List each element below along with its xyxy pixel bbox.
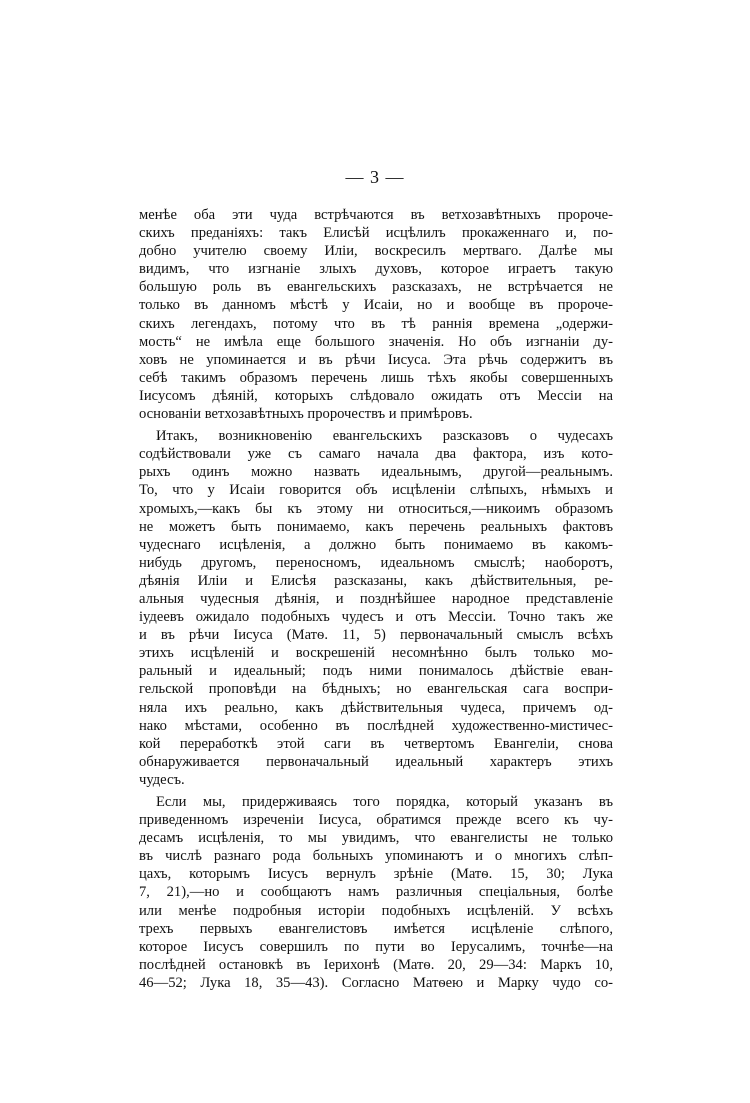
text-line: приведенномъ изреченіи Іисуса, обратимся прежде всего къ чу- — [139, 812, 613, 829]
text-line: чудесъ. — [139, 771, 185, 788]
text-line: іудеевъ ожидало подобныхъ чудесъ и отъ Мессіи. Точно такъ же — [139, 609, 613, 626]
text-line: трехъ первыхъ евангелистовъ имѣется исцѣленіе слѣпого, — [139, 920, 613, 937]
text-line: которое Іисусъ совершилъ по пути во Іерусалимъ, точнѣе—на — [139, 938, 613, 955]
text-line: То, что у Исаіи говорится объ исцѣленіи слѣпыхъ, нѣмыхъ и — [139, 482, 613, 499]
text-line: гельской проповѣди на бѣдныхъ; но евангельская сага воспри- — [139, 681, 613, 698]
text-line: чудеснаго исцѣленія, а должно быть понимаемо въ какомъ- — [139, 536, 613, 553]
text-line: этихъ исцѣленій и воскрешеній несомнѣнно былъ только мо- — [139, 645, 613, 662]
text-line: рыхъ одинъ можно назвать идеальнымъ, другой—реальнымъ. — [139, 464, 613, 481]
paragraph-3 — [139, 793, 613, 992]
text-line: нако мѣстами, особенно въ послѣдней художественно-мистичес- — [139, 717, 613, 734]
text-line: въ числѣ разнаго рода больныхъ упоминаютъ и о многихъ слѣп- — [139, 848, 613, 865]
text-line: основаніи ветхозавѣтныхъ пророчествъ и примѣровъ. — [139, 406, 473, 423]
text-line: себѣ такимъ образомъ перечень лишь тѣхъ якобы совершенныхъ — [139, 369, 613, 386]
text-line: нибудь другомъ, переносномъ, идеальномъ смыслѣ; наоборотъ, — [139, 554, 613, 571]
text-line: скихъ легендахъ, потому что въ тѣ раннія времена „одержи- — [139, 315, 613, 332]
paragraph-2 — [139, 427, 613, 789]
text-line: цахъ, которымъ Іисусъ вернулъ зрѣніе (Матѳ. 15, 30; Лука — [139, 866, 613, 883]
text-line: видимъ, что изгнаніе злыхъ духовъ, которое играетъ такую — [139, 261, 613, 278]
text-line: 46—52; Лука 18, 35—43). Согласно Матѳею и Марку чудо со- — [139, 974, 613, 991]
text-line: мость“ не имѣла еще большого значенія. Но объ изгнаніи ду- — [139, 333, 613, 350]
text-line: только въ данномъ мѣстѣ у Исаіи, но и вообще въ пророче- — [139, 297, 613, 314]
text-line: альныя чудесныя дѣянія, и позднѣйшее народное представленіе — [139, 590, 613, 607]
paragraph-1 — [139, 206, 613, 423]
page-number: — 3 — — [345, 167, 405, 187]
text-line: кой переработкѣ этой саги въ четвертомъ Евангеліи, снова — [139, 735, 613, 752]
text-line: и въ рѣчи Іисуса (Матѳ. 11, 5) первоначальный смыслъ всѣхъ — [139, 627, 613, 644]
text-line: 7, 21),—но и сообщаютъ намъ различныя спеціальныя, болѣе — [139, 884, 613, 901]
text-line: Итакъ, возникновенію евангельскихъ разсказовъ о чудесахъ — [156, 428, 613, 445]
text-line: Іисусомъ дѣяній, которыхъ слѣдовало ожидать отъ Мессіи на — [139, 387, 613, 404]
text-line: скихъ преданіяхъ: такъ Елисѣй исцѣлилъ прокаженнаго и, по- — [139, 225, 613, 242]
text-line: ховъ не упоминается и въ рѣчи Іисуса. Эта рѣчь содержитъ въ — [139, 351, 613, 368]
text-line: дѣянія Иліи и Елисѣя разсказаны, какъ дѣйствительныя, ре- — [139, 572, 613, 589]
text-line: хромыхъ,—какъ бы къ этому ни относиться,—никоимъ образомъ — [139, 500, 613, 517]
text-line: содѣйствовали уже съ самаго начала два фактора, изъ кото- — [139, 446, 613, 463]
text-line: менѣе оба эти чуда встрѣчаются въ ветхозавѣтныхъ пророче- — [139, 207, 613, 223]
text-line: большую роль въ евангельскихъ разсказахъ, не встрѣчается не — [139, 279, 613, 296]
text-line: ральный и идеальный; подъ ними понималось дѣйствіе еван- — [139, 663, 613, 680]
text-line: или менѣе подробныя исторіи подобныхъ исцѣленій. У всѣхъ — [139, 902, 613, 919]
text-line: десамъ исцѣленія, то мы увидимъ, что евангелисты не только — [139, 830, 613, 847]
text-line: Если мы, придерживаясь того порядка, который указанъ въ — [156, 794, 613, 810]
text-line: добно учителю своему Иліи, воскресилъ мертваго. Далѣе мы — [139, 243, 613, 260]
text-line: няла ихъ реально, какъ дѣйствительныя чудеса, причемъ од- — [139, 699, 613, 716]
text-line: послѣдней остановкѣ въ Іерихонѣ (Матѳ. 20, 29—34: Маркъ 10, — [139, 956, 613, 973]
text-line: не можетъ быть понимаемо, какъ перечень реальныхъ фактовъ — [139, 518, 613, 535]
text-line: обнаруживается первоначальный идеальный характеръ этихъ — [139, 753, 613, 770]
body-text — [139, 206, 613, 992]
